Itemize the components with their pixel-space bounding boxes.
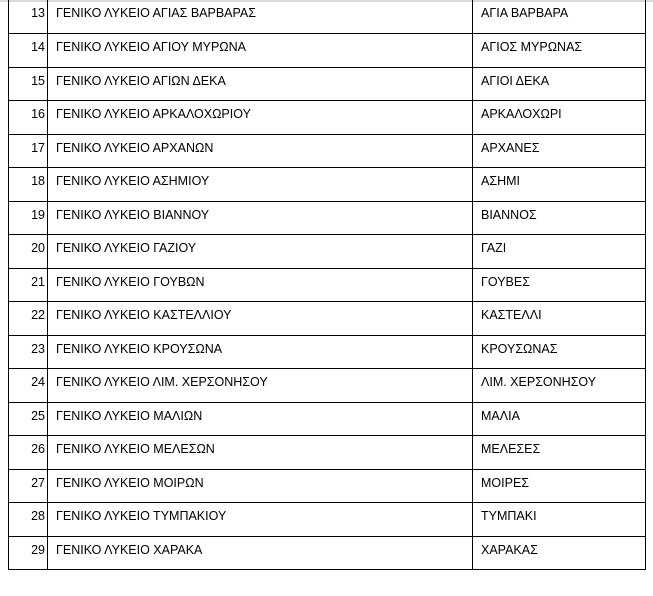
table-row: [9, 201, 646, 235]
school-name-cell: ΓΕΝΙΚΟ ΛΥΚΕΙΟ ΧΑΡΑΚΑ: [48, 536, 473, 570]
school-name-cell: ΓΕΝΙΚΟ ΛΥΚΕΙΟ ΚΡΟΥΣΩΝΑ: [48, 335, 473, 369]
location-cell: ΜΑΛΙΑ: [473, 402, 646, 436]
row-number-cell: 23: [9, 335, 48, 369]
row-number-cell: 29: [9, 536, 48, 570]
table-row: [9, 67, 646, 101]
location-cell: ΚΡΟΥΣΩΝΑΣ: [473, 335, 646, 369]
row-number-cell: 28: [9, 503, 48, 537]
school-name-cell: ΓΕΝΙΚΟ ΛΥΚΕΙΟ ΜΕΛΕΣΩΝ: [48, 436, 473, 470]
table-row: [9, 302, 646, 336]
row-number-cell: 21: [9, 268, 48, 302]
school-name-cell: ΓΕΝΙΚΟ ΛΥΚΕΙΟ ΑΓΙΩΝ ΔΕΚΑ: [48, 67, 473, 101]
location-cell: ΓΟΥΒΕΣ: [473, 268, 646, 302]
school-name-cell: ΓΕΝΙΚΟ ΛΥΚΕΙΟ ΑΓΙΟΥ ΜΥΡΩΝΑ: [48, 34, 473, 68]
school-name-cell: ΓΕΝΙΚΟ ΛΥΚΕΙΟ ΓΑΖΙΟΥ: [48, 235, 473, 269]
location-cell: ΑΓΙΟΙ ΔΕΚΑ: [473, 67, 646, 101]
school-name-cell: ΓΕΝΙΚΟ ΛΥΚΕΙΟ ΑΡΚΑΛΟΧΩΡΙΟΥ: [48, 101, 473, 135]
school-name-cell: ΓΕΝΙΚΟ ΛΥΚΕΙΟ ΜΟΙΡΩΝ: [48, 469, 473, 503]
school-name-cell: ΓΕΝΙΚΟ ΛΥΚΕΙΟ ΛΙΜ. ΧΕΡΣΟΝΗΣΟΥ: [48, 369, 473, 403]
table-row: [9, 369, 646, 403]
location-cell: ΓΑΖΙ: [473, 235, 646, 269]
row-number-cell: 17: [9, 134, 48, 168]
row-number-cell: 27: [9, 469, 48, 503]
row-number-cell: 13: [9, 0, 48, 34]
location-cell: ΤΥΜΠΑΚΙ: [473, 503, 646, 537]
table-row: [9, 101, 646, 135]
table-row: [9, 436, 646, 470]
school-name-cell: ΓΕΝΙΚΟ ΛΥΚΕΙΟ ΓΟΥΒΩΝ: [48, 268, 473, 302]
location-cell: ΑΓΙΟΣ ΜΥΡΩΝΑΣ: [473, 34, 646, 68]
location-cell: ΚΑΣΤΕΛΛΙ: [473, 302, 646, 336]
location-cell: ΧΑΡΑΚΑΣ: [473, 536, 646, 570]
table-row: [9, 268, 646, 302]
table-row: [9, 402, 646, 436]
table-row: [9, 34, 646, 68]
row-number-cell: 22: [9, 302, 48, 336]
location-cell: ΛΙΜ. ΧΕΡΣΟΝΗΣΟΥ: [473, 369, 646, 403]
row-number-cell: 20: [9, 235, 48, 269]
table-row: [9, 235, 646, 269]
row-number-cell: 16: [9, 101, 48, 135]
school-name-cell: ΓΕΝΙΚΟ ΛΥΚΕΙΟ ΒΙΑΝΝΟΥ: [48, 201, 473, 235]
school-name-cell: ΓΕΝΙΚΟ ΛΥΚΕΙΟ ΑΣΗΜΙΟΥ: [48, 168, 473, 202]
school-name-cell: ΓΕΝΙΚΟ ΛΥΚΕΙΟ ΑΡΧΑΝΩΝ: [48, 134, 473, 168]
location-cell: ΜΟΙΡΕΣ: [473, 469, 646, 503]
location-cell: ΜΕΛΕΣΕΣ: [473, 436, 646, 470]
location-cell: ΑΡΧΑΝΕΣ: [473, 134, 646, 168]
schools-table: [8, 0, 646, 570]
school-name-cell: ΓΕΝΙΚΟ ΛΥΚΕΙΟ ΑΓΙΑΣ ΒΑΡΒΑΡΑΣ: [48, 0, 473, 34]
school-name-cell: ΓΕΝΙΚΟ ΛΥΚΕΙΟ ΤΥΜΠΑΚΙΟΥ: [48, 503, 473, 537]
table-row: [9, 134, 646, 168]
row-number-cell: 26: [9, 436, 48, 470]
location-cell: ΑΣΗΜΙ: [473, 168, 646, 202]
location-cell: ΑΓΙΑ ΒΑΡΒΑΡΑ: [473, 0, 646, 34]
table-row: [9, 335, 646, 369]
location-cell: ΒΙΑΝΝΟΣ: [473, 201, 646, 235]
table-row: [9, 0, 646, 34]
table-row: [9, 536, 646, 570]
location-cell: ΑΡΚΑΛΟΧΩΡΙ: [473, 101, 646, 135]
row-number-cell: 24: [9, 369, 48, 403]
row-number-cell: 15: [9, 67, 48, 101]
row-number-cell: 25: [9, 402, 48, 436]
school-name-cell: ΓΕΝΙΚΟ ΛΥΚΕΙΟ ΜΑΛΙΩΝ: [48, 402, 473, 436]
schools-table-body: [9, 0, 646, 570]
table-row: [9, 469, 646, 503]
table-row: [9, 503, 646, 537]
row-number-cell: 19: [9, 201, 48, 235]
row-number-cell: 14: [9, 34, 48, 68]
school-name-cell: ΓΕΝΙΚΟ ΛΥΚΕΙΟ ΚΑΣΤΕΛΛΙΟΥ: [48, 302, 473, 336]
row-number-cell: 18: [9, 168, 48, 202]
table-row: [9, 168, 646, 202]
